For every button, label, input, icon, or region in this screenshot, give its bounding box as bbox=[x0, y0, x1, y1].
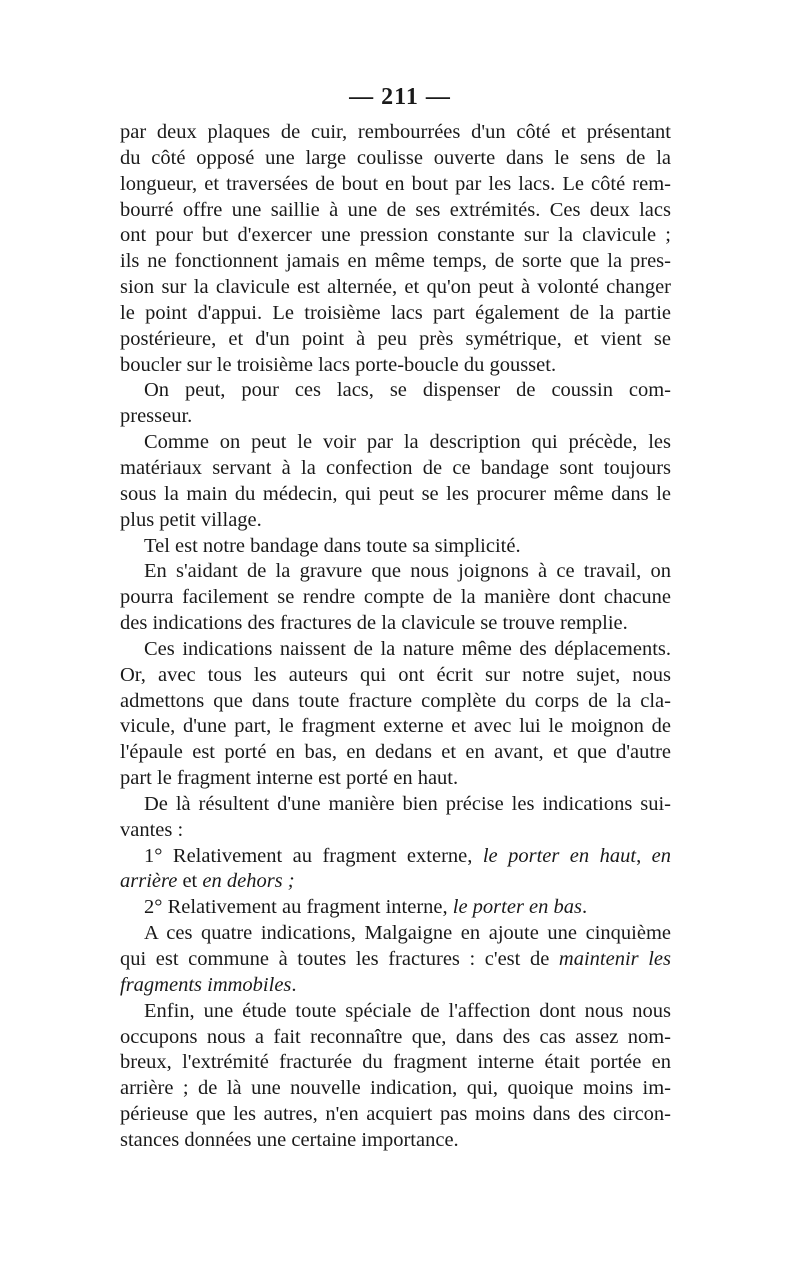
text-line: A ces quatre indications, Malgaigne en ajoute une cinquième bbox=[144, 922, 671, 945]
text-line: ils ne fonctionnent jamais en même temps, de sorte que la pres- bbox=[120, 250, 671, 273]
text-line: vicule, d'une part, le fragment externe et avec lui le moignon de bbox=[120, 715, 671, 738]
text-line: postérieure, et d'un point à peu près symétrique, et vient se bbox=[120, 327, 671, 350]
text-line: l'épaule est porté en bas, en dedans et en avant, et que d'autre bbox=[120, 741, 671, 764]
text-line: boucler sur le troisième lacs porte-boucle du gousset. bbox=[120, 353, 557, 376]
text-line bbox=[120, 869, 671, 895]
text-line bbox=[120, 973, 671, 999]
text-line bbox=[120, 844, 671, 870]
text-line: De là résultent d'une manière bien précise les indications sui- bbox=[144, 792, 671, 815]
italic-text: arrière bbox=[120, 870, 178, 893]
page-number: — 211 — bbox=[349, 84, 451, 110]
text-line: longueur, et traversées de bout en bout par les lacs. Le côté rem- bbox=[120, 172, 671, 195]
italic-text: le porter en bas bbox=[452, 896, 583, 919]
text-line: des indications des fractures de la clavicule se trouve remplie. bbox=[120, 612, 628, 635]
text-line: du côté opposé une large coulisse ouverte dans le sens de la bbox=[120, 146, 671, 169]
italic-text: fragments immobiles bbox=[120, 973, 292, 996]
text-line: occupons nous a fait reconnaître que, dans des cas assez nom- bbox=[120, 1025, 671, 1048]
italic-text: maintenir les bbox=[558, 948, 671, 970]
text-line: ont pour but d'exercer une pression constante sur la clavicule ; bbox=[120, 224, 671, 247]
text-line: arrière ; de là une nouvelle indication, qui, quoique moins im- bbox=[120, 1077, 671, 1100]
text-line: sion sur la clavicule est alternée, et qu'on peut à volonté changer bbox=[120, 276, 671, 299]
text-line: part le fragment interne est porté en haut. bbox=[120, 767, 459, 790]
text-line: admettons que dans toute fracture complète du corps de la cla- bbox=[120, 689, 671, 712]
text-line: On peut, pour ces lacs, se dispenser de coussin com- bbox=[144, 379, 671, 402]
text-line: pourra facilement se rendre compte de la manière dont chacune bbox=[120, 586, 671, 609]
text-run: et bbox=[177, 870, 203, 893]
text-line: le point d'appui. Le troisième lacs part également de la partie bbox=[120, 301, 671, 324]
text-line bbox=[120, 895, 671, 921]
text-line: vantes : bbox=[120, 818, 184, 841]
text-line bbox=[120, 947, 671, 973]
text-line: Tel est notre bandage dans toute sa simplicité. bbox=[144, 534, 521, 557]
text-line: plus petit village. bbox=[120, 508, 262, 531]
text-line: Ces indications naissent de la nature même des déplacements. bbox=[144, 637, 671, 660]
text-line: sous la main du médecin, qui peut se les procurer même dans le bbox=[120, 482, 671, 505]
text-run: 1° Relativement au fragment externe, bbox=[144, 844, 483, 867]
text-run: qui est commune à toutes les fractures : c'est de bbox=[120, 948, 559, 970]
text-line: Enfin, une étude toute spéciale de l'affection dont nous nous bbox=[144, 999, 671, 1022]
text-line: stances données une certaine importance. bbox=[120, 1128, 459, 1151]
text-run: 2° Relativement au fragment interne, bbox=[144, 896, 453, 919]
text-line: Or, avec tous les auteurs qui ont écrit sur notre sujet, nous bbox=[120, 663, 671, 686]
text-line: périeuse que les autres, n'en acquiert pas moins dans des circon- bbox=[120, 1103, 671, 1126]
text-run: . bbox=[291, 973, 297, 996]
italic-text: le porter en haut bbox=[482, 844, 637, 867]
text-line: matériaux servant à la confection de ce bandage sont toujours bbox=[120, 456, 671, 479]
text-run: , bbox=[636, 844, 652, 867]
body-text bbox=[120, 120, 671, 1154]
text-line: En s'aidant de la gravure que nous joignons à ce travail, on bbox=[144, 560, 671, 583]
text-line: bourré offre une saillie à une de ses extrémités. Ces deux lacs bbox=[120, 198, 671, 221]
text-line: breux, l'extrémité fracturée du fragment interne était portée en bbox=[120, 1051, 671, 1074]
text-line: presseur. bbox=[120, 405, 193, 428]
italic-text: en bbox=[651, 844, 671, 867]
text-line: Comme on peut le voir par la description qui précède, les bbox=[144, 431, 671, 454]
text-line: par deux plaques de cuir, rembourrées d'un côté et présentant bbox=[120, 121, 671, 143]
text-run: . bbox=[582, 896, 588, 919]
italic-text: en dehors ; bbox=[202, 870, 295, 893]
